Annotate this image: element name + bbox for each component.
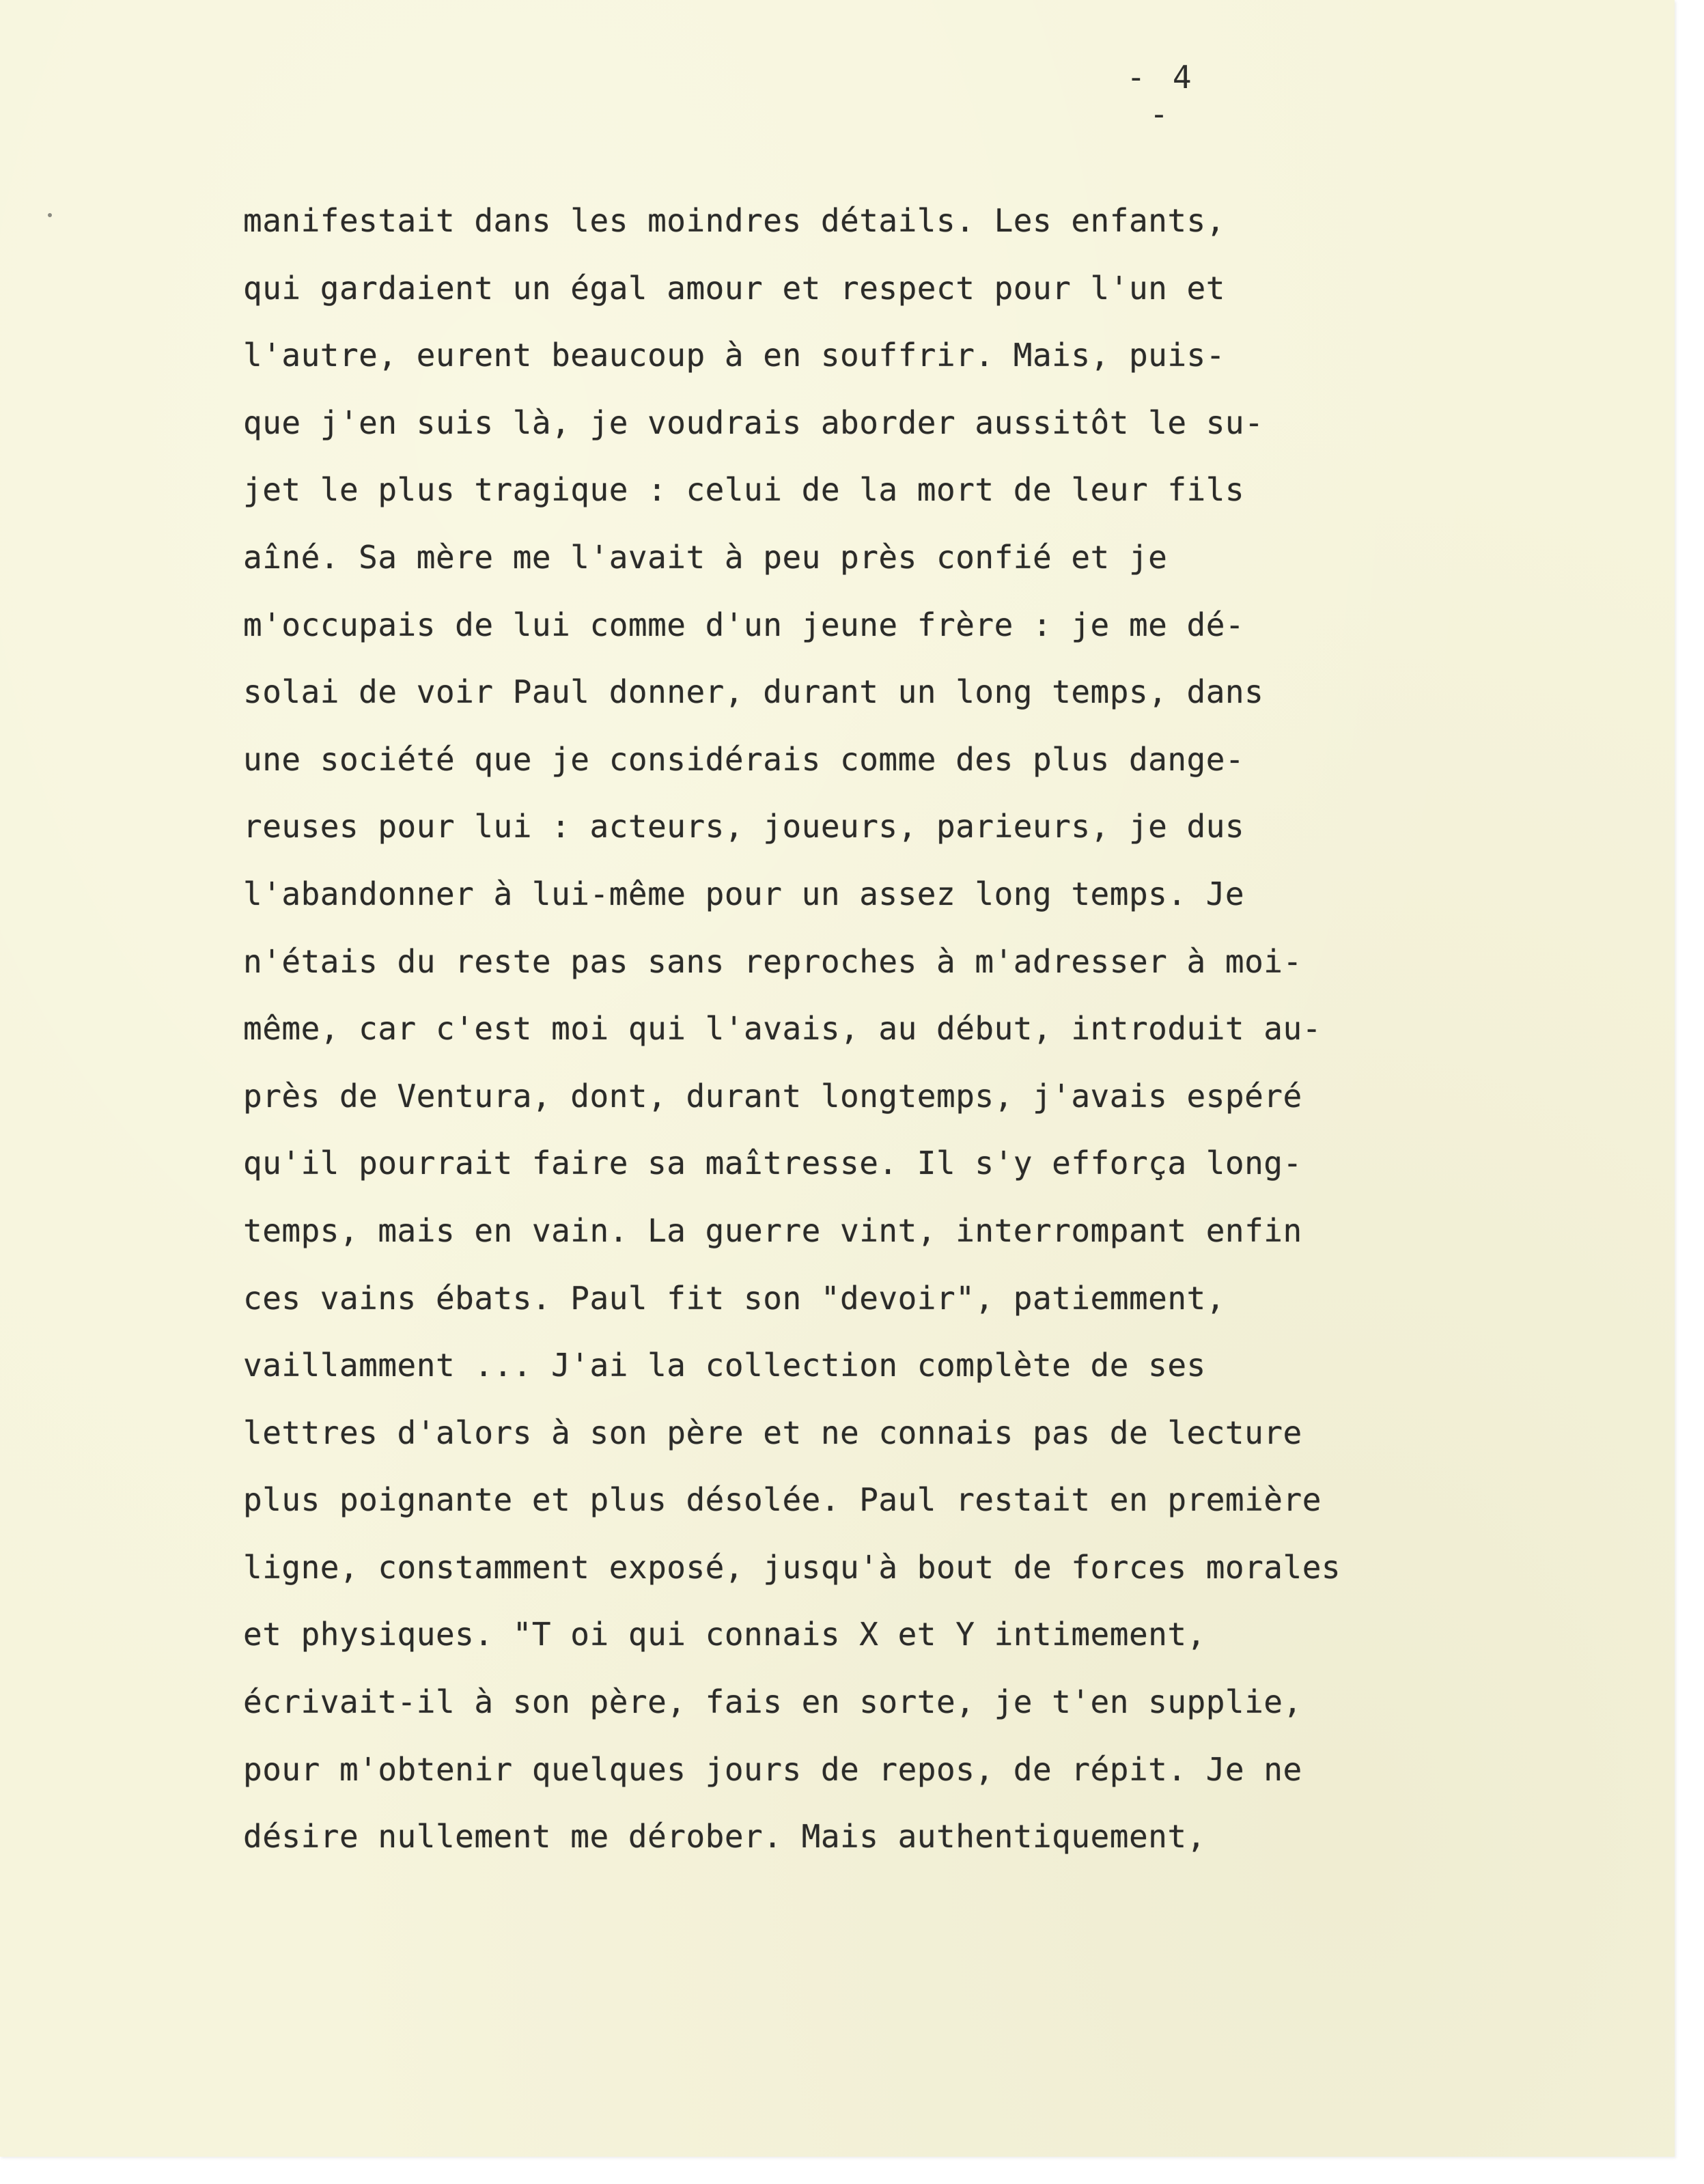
text-line: reuses pour lui : acteurs, joueurs, parieurs, je dus xyxy=(243,808,1245,845)
body-text xyxy=(243,187,1472,1871)
text-line: manifestait dans les moindres détails. Les enfants, xyxy=(243,202,1225,239)
text-line: temps, mais en vain. La guerre vint, interrompant enfin xyxy=(243,1212,1302,1249)
text-line: et physiques. "T oi qui connais X et Y intimement, xyxy=(243,1616,1206,1653)
text-line: lettres d'alors à son père et ne connais pas de lecture xyxy=(243,1414,1302,1451)
text-line: une société que je considérais comme des plus dange- xyxy=(243,740,1245,778)
text-line: ligne, constamment exposé, jusqu'à bout de forces morales xyxy=(243,1548,1341,1586)
text-line: l'autre, eurent beaucoup à en souffrir. Mais, puis- xyxy=(243,337,1225,374)
text-line: qu'il pourrait faire sa maîtresse. Il s'y efforça long- xyxy=(243,1145,1302,1182)
text-line: n'étais du reste pas sans reproches à m'adresser à moi- xyxy=(243,942,1302,980)
text-line: aîné. Sa mère me l'avait à peu près confié et je xyxy=(243,538,1168,576)
text-line: m'occupais de lui comme d'un jeune frère : je me dé- xyxy=(243,606,1245,643)
text-line: l'abandonner à lui-même pour un assez long temps. Je xyxy=(243,875,1245,912)
text-line: plus poignante et plus désolée. Paul restait en première xyxy=(243,1481,1322,1519)
text-line: ces vains ébats. Paul fit son "devoir", patiemment, xyxy=(243,1279,1225,1317)
text-line: que j'en suis là, je voudrais aborder aussitôt le su- xyxy=(243,404,1264,441)
text-line: solai de voir Paul donner, durant un long temps, dans xyxy=(243,673,1264,711)
paper-speck xyxy=(48,213,52,217)
text-line: près de Ventura, dont, durant longtemps, j'avais espéré xyxy=(243,1077,1302,1115)
text-line: pour m'obtenir quelques jours de repos, de répit. Je ne xyxy=(243,1750,1302,1788)
text-line: jet le plus tragique : celui de la mort de leur fils xyxy=(243,471,1245,509)
text-line: vaillamment ... J'ai la collection complète de ses xyxy=(243,1347,1206,1384)
text-line: désire nullement me dérober. Mais authentiquement, xyxy=(243,1818,1206,1856)
text-line: qui gardaient un égal amour et respect pour l'un et xyxy=(243,269,1225,307)
text-line: même, car c'est moi qui l'avais, au début, introduit au- xyxy=(243,1010,1322,1048)
text-line: écrivait-il à son père, fais en sorte, je t'en supplie, xyxy=(243,1683,1302,1721)
page-number: - 4 - xyxy=(1126,59,1196,132)
